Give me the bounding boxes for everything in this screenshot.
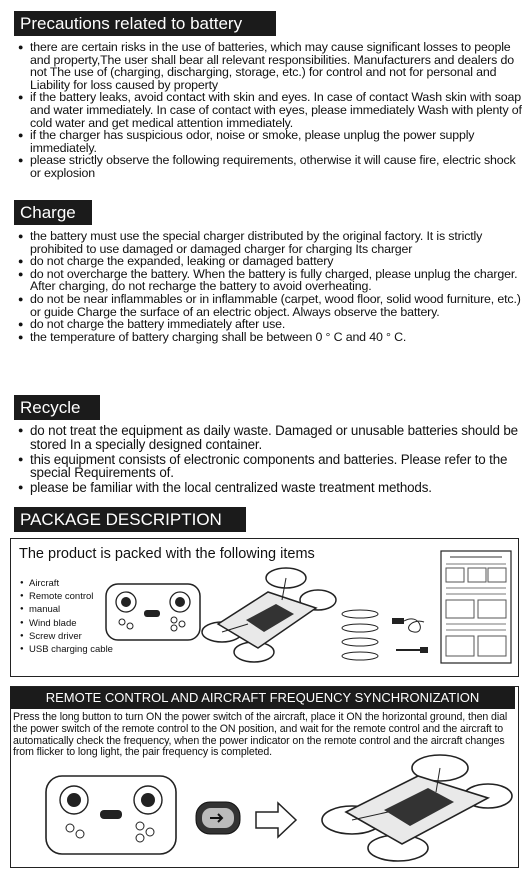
list-item: ● Remote control [20, 590, 113, 603]
list-item: ● do not treat the equipment as daily waste. Damaged or unusable batteries should be stored In a specially designed container. [18, 424, 523, 452]
power-switch-illustration [194, 798, 242, 838]
charge-section-header: Charge [14, 200, 92, 225]
charge-list [18, 230, 523, 343]
list-item: ● the battery must use the special charger distributed by the original factory. It is strictly prohibited to use damaged or damaged charger for charging Its charger [18, 230, 523, 255]
arrow-right-icon [254, 800, 298, 840]
list-item: ● there are certain risks in the use of batteries, which may cause significant losses to people and property,The user shall bear all relevant responsibilities. Manufacturers and dealers do not The use of (charging, discharging, storage, etc.) for control and not for personal and Liability for loss caused by property [18, 41, 523, 91]
list-item: ● manual [20, 603, 113, 616]
list-item: ● do not charge the expanded, leaking or damaged battery [18, 255, 523, 268]
list-item: ● Screw driver [20, 630, 113, 643]
usb-cable-illustration [390, 608, 432, 660]
list-item: ● USB charging cable [20, 643, 113, 656]
manual-illustration [440, 550, 512, 664]
list-item: ● do not be near inflammables or in inflammable (carpet, wood floor, solid wood furniture, etc.) or guide Charge the surface of an electric object. Always observe the battery. [18, 293, 523, 318]
list-item: ● Wind blade [20, 617, 113, 630]
sync-remote-illustration [44, 770, 178, 860]
recycle-section-header: Recycle [14, 395, 100, 420]
list-item: ● do not overcharge the battery. When the battery is fully charged, please unplug the charger. After charging, do not recharge the battery to avoid overheating. [18, 268, 523, 293]
list-item: ● Aircraft [20, 577, 113, 590]
list-item: ● do not charge the battery immediately after use. [18, 318, 523, 331]
sync-aircraft-illustration [312, 748, 516, 864]
sync-instructions: Press the long button to turn ON the power switch of the aircraft, place it ON the horizontal ground, then dial the power switch of the remote control to the ON position, and wait for the remote control and the aircraft to automatically check the frequency, when the power indicator on the remote control and the aircraft changes from flicker to long light, the pair frequency is completed. [13, 711, 508, 759]
battery-section-header: Precautions related to battery [14, 11, 276, 36]
list-item: ● this equipment consists of electronic components and batteries. Please refer to the special Requirements of. [18, 453, 523, 481]
remote-control-illustration [104, 580, 202, 644]
list-item: ● please be familiar with the local centralized waste treatment methods. [18, 481, 523, 495]
package-items-list [20, 577, 113, 656]
wind-blade-illustration [340, 608, 382, 664]
sync-section-header: REMOTE CONTROL AND AIRCRAFT FREQUENCY SYNCHRONIZATION [10, 687, 515, 709]
package-section-header: PACKAGE DESCRIPTION [14, 507, 246, 532]
package-subtitle: The product is packed with the following items [19, 546, 315, 562]
battery-list [18, 41, 523, 180]
list-item: ● if the charger has suspicious odor, noise or smoke, please unplug the power supply immediately. [18, 129, 523, 154]
aircraft-illustration [198, 562, 338, 667]
recycle-list [18, 424, 523, 496]
list-item: ● please strictly observe the following requirements, otherwise it will cause fire, electric shock or explosion [18, 154, 523, 179]
list-item: ● if the battery leaks, avoid contact with skin and eyes. In case of contact Wash skin with soap and water immediately. In case of contact with eyes, please immediately Wash with plenty of cold water and get medical attention immediately. [18, 91, 523, 129]
list-item: ● the temperature of battery charging shall be between 0 ° C and 40 ° C. [18, 331, 523, 344]
